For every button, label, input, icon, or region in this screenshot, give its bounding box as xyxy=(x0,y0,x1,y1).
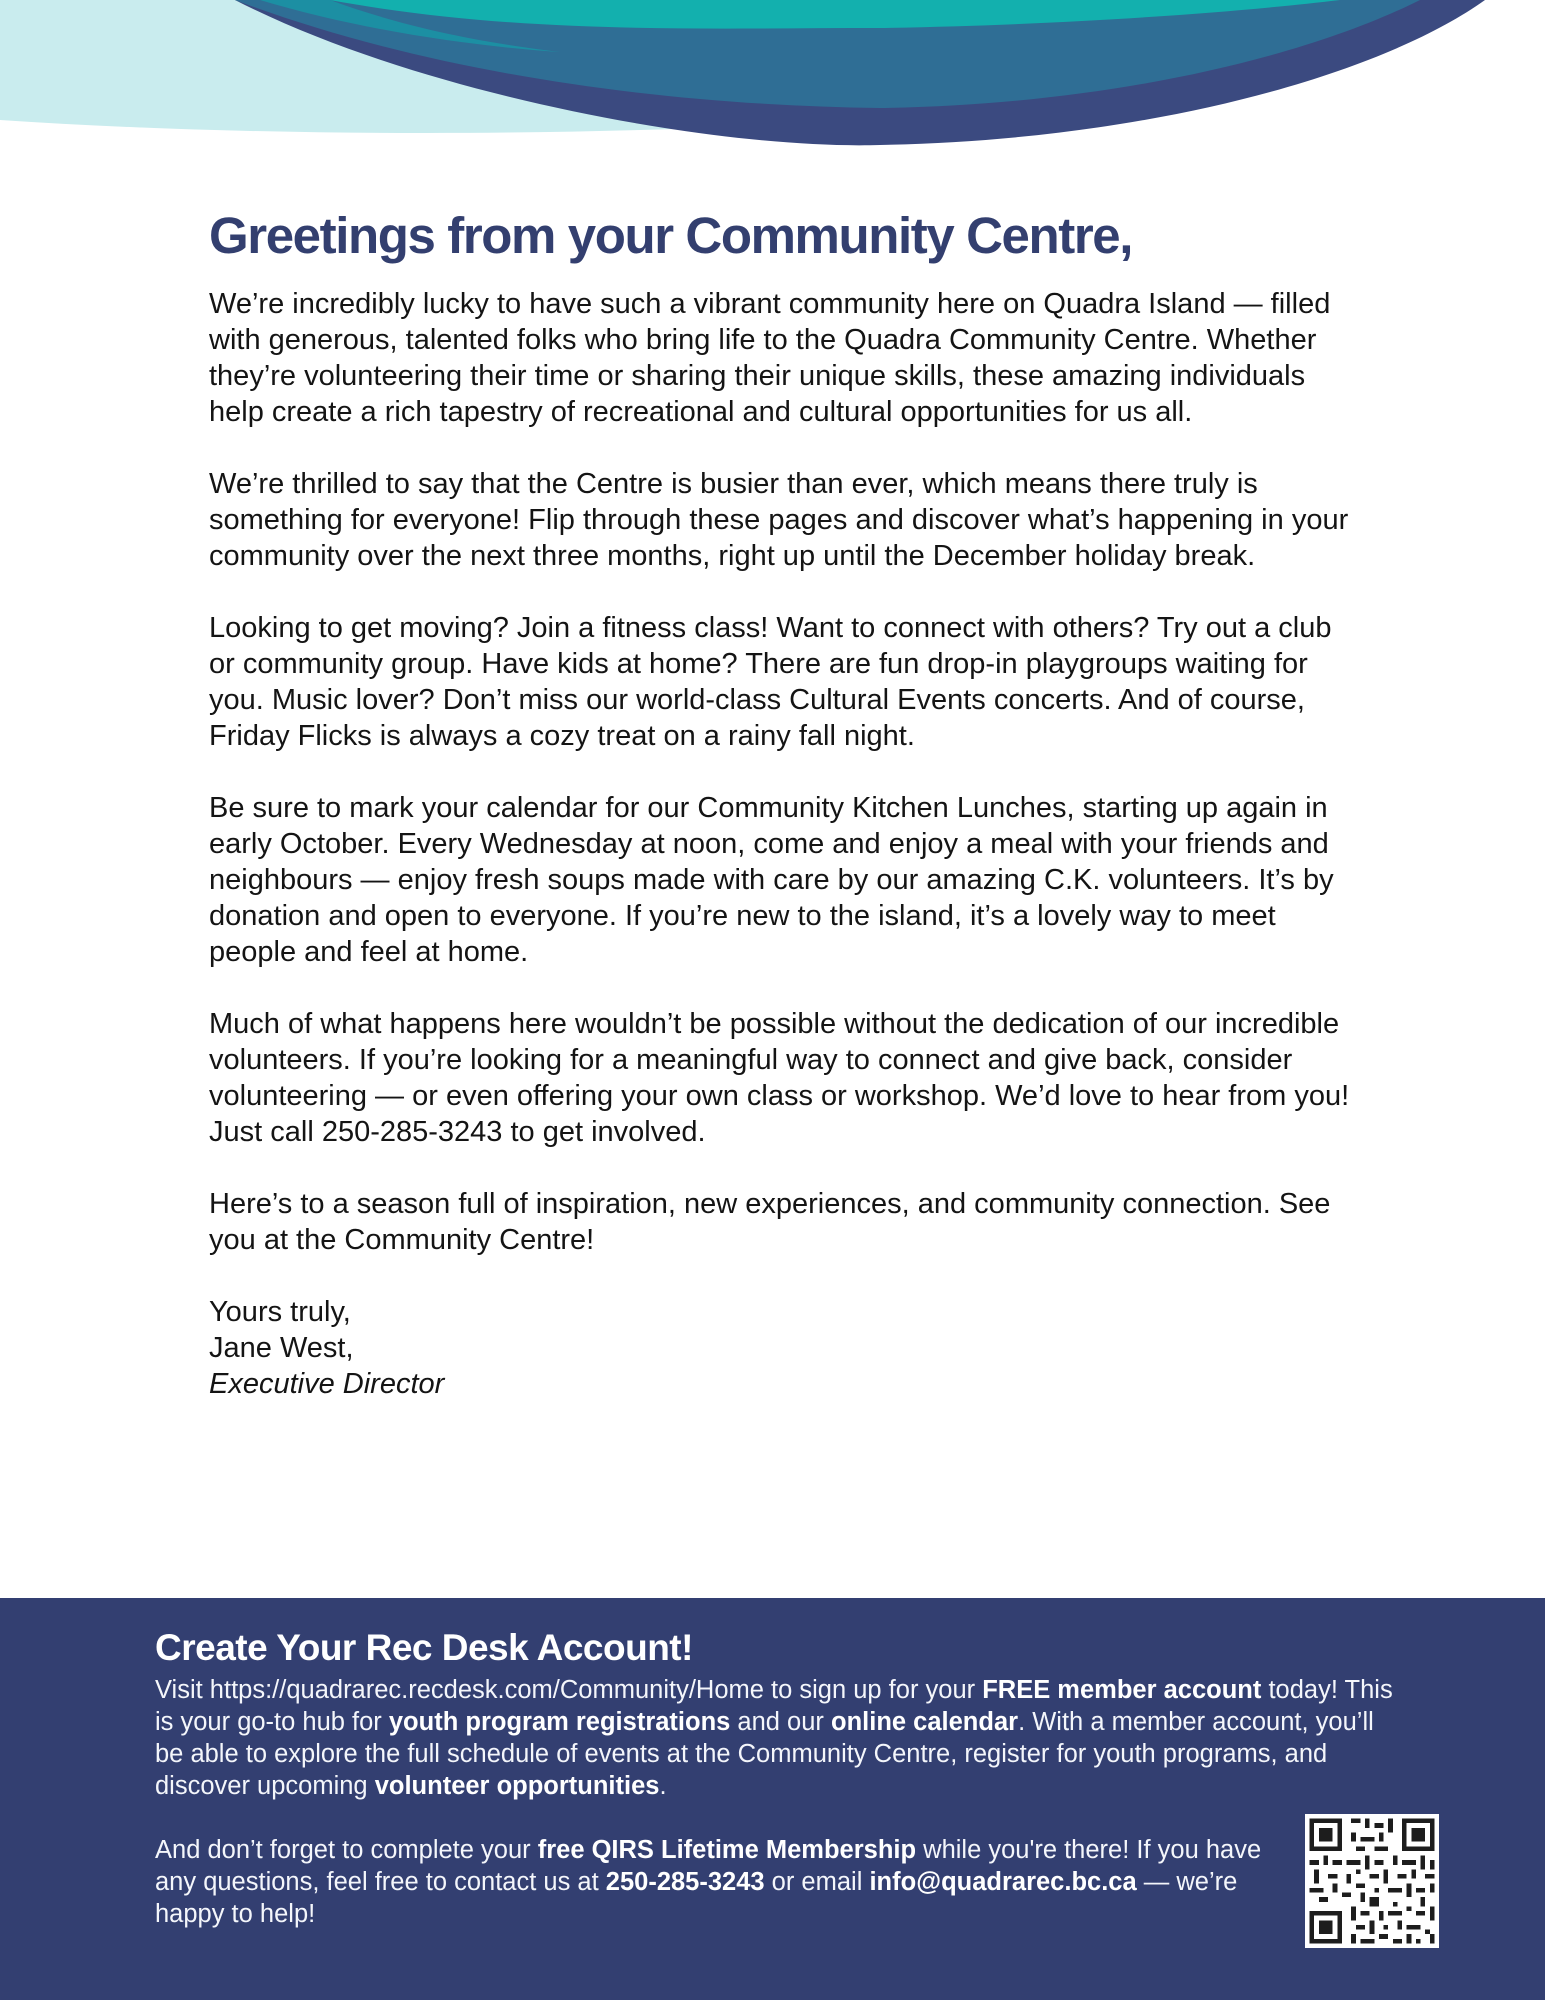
online-calendar-text: online calendar xyxy=(831,1708,1019,1736)
rec-desk-text: and our xyxy=(730,1708,831,1736)
qr-code-icon xyxy=(1305,1814,1439,1948)
letter-heading: Greetings from your Community Centre, xyxy=(209,207,1133,264)
email-address: info@quadrarec.bc.ca xyxy=(869,1868,1137,1896)
lifetime-membership-text: free QIRS Lifetime Membership xyxy=(537,1836,917,1864)
welcome-letter xyxy=(209,206,1359,1402)
free-member-account-text: FREE member account xyxy=(982,1676,1262,1704)
contact-text: while you're there! If you have any questions, feel free to contact us at xyxy=(155,1836,1262,1896)
contact-paragraph xyxy=(155,1834,1265,1930)
rec-desk-text: . With a member account, you’ll be able to explore the full schedule of events at the Community Centre, register for youth programs, and discover upcoming xyxy=(155,1708,1374,1800)
rec-desk-text: today! This is your go-to hub for xyxy=(155,1676,1393,1736)
letter-paragraph: Much of what happens here wouldn’t be possible without the dedication of our incredible volunteers. If you’re looking for a meaningful way to connect and give back, consider volunteering — or even offering your own class or workshop. We’d love to hear from you! Just call 250-285-3243 to get involved. xyxy=(209,1008,1350,1148)
closing-line: Yours truly, xyxy=(209,1296,351,1328)
volunteer-opportunities-text: volunteer opportunities xyxy=(374,1772,660,1800)
contact-text: — we’re happy to help! xyxy=(155,1868,1238,1928)
letter-paragraph: Here’s to a season full of inspiration, new experiences, and community connection. See you at the Community Centre! xyxy=(209,1188,1331,1256)
letter-paragraph: Be sure to mark your calendar for our Community Kitchen Lunches, starting up again in early October. Every Wednesday at noon, come and enjoy a meal with your friends and neighbours — enjoy fresh soups made with care by our amazing C.K. volunteers. It’s by donation and open to everyone. If you’re new to the island, it’s a lovely way to meet people and feel at home. xyxy=(209,792,1334,968)
youth-registrations-text: youth program registrations xyxy=(388,1708,731,1736)
signer-title: Executive Director xyxy=(209,1368,445,1400)
letter-signoff xyxy=(209,1294,1359,1402)
letter-paragraph: We’re incredibly lucky to have such a vibrant community here on Quadra Island — filled with generous, talented folks who bring life to the Quadra Community Centre. Whether they’re volunteering their time or sharing their unique skills, these amazing individuals help create a rich tapestry of recreational and cultural opportunities for us all. xyxy=(209,288,1331,428)
rec-desk-text: . xyxy=(659,1772,667,1800)
rec-desk-paragraph xyxy=(155,1674,1405,1802)
phone-number: 250-285-3243 xyxy=(605,1868,765,1896)
contact-text: or email xyxy=(764,1868,870,1896)
rec-desk-heading: Create Your Rec Desk Account! xyxy=(155,1627,693,1668)
contact-text: And don’t forget to complete your xyxy=(155,1836,538,1864)
rec-desk-content xyxy=(155,1626,1405,1962)
rec-desk-text: Visit https://quadrarec.recdesk.com/Community/Home to sign up for your xyxy=(155,1676,983,1704)
letter-paragraph: We’re thrilled to say that the Centre is busier than ever, which means there truly is something for everyone! Flip through these pages and discover what’s happening in your community over the next three months, right up until the December holiday break. xyxy=(209,468,1349,572)
rec-desk-banner xyxy=(0,1598,1545,2000)
letter-paragraph: Looking to get moving? Join a fitness class! Want to connect with others? Try out a club or community group. Have kids at home? There are fun drop-in playgroups waiting for you. Music lover? Don’t miss our world-class Cultural Events concerts. And of course, Friday Flicks is always a cozy treat on a rainy fall night. xyxy=(209,612,1332,752)
signer-name: Jane West, xyxy=(209,1332,354,1364)
header-wave-graphic xyxy=(0,0,1545,160)
